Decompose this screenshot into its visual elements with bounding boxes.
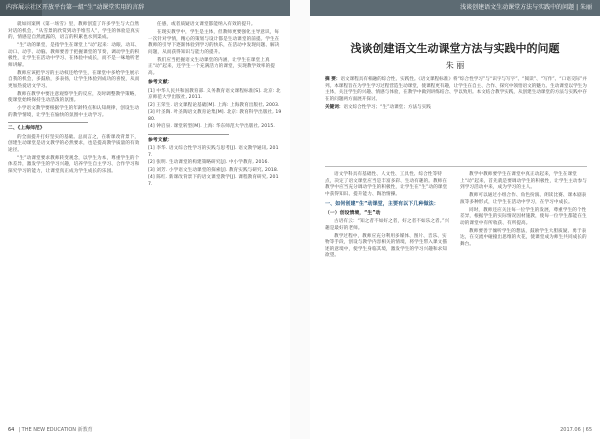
keywords-text: 语文综合性学习；“生”动课堂；方法与实践 <box>343 104 431 110</box>
paragraph: 教师可以通过小组合作、角色扮演、朗读比赛、课本剧表演等多种形式，让学生在活动中学习，在学习中成长。 <box>460 193 587 205</box>
paragraph: 古语有云：“知之者不如好之者，好之者不如乐之者。”兴趣是最好的老师。 <box>325 219 450 231</box>
section-heading: 二、《上海师范》 <box>8 126 45 131</box>
reference-item: [4] 陈红. 新课改背景下的语文课堂教学[J]. 课程教育研究, 2017. <box>148 175 279 187</box>
reference-item: [3] 叶圣陶. 叶圣陶语文教育论集[M]. 北京: 教育科学出版社, 1980. <box>148 110 282 122</box>
reference-item: [2] 王荣生. 语文课程论基础[M]. 上海: 上海教育出版社, 2003. <box>148 102 280 108</box>
header-right-bar <box>310 0 600 16</box>
paragraph: 小学语文教学要根据学生的年龄特点和认知规律，创设生动的教学情境，让学生在愉快的氛围中主动学习。 <box>8 106 140 118</box>
references-heading: 参考文献： <box>148 80 173 85</box>
divider <box>8 122 88 123</box>
header-right-text: 浅谈创建语文生动课堂方法与实践中的问题 | 朱丽 <box>460 4 592 11</box>
paragraph: 教师在教学中要注意观察学生的反应，及时调整教学策略，使课堂始终保持生动活泼的氛围。 <box>8 91 140 103</box>
reference-item: [4] 钟启泉. 课堂转型[M]. 上海: 华东师范大学出版社, 2015. <box>148 124 275 129</box>
right-footer <box>560 425 592 435</box>
paragraph: 教师应该把学习的主动权还给学生，在课堂中多给学生展示自我的机会，多鼓励，多表扬，让学生体验到成功的喜悦，从而更加热爱语文学习。 <box>8 70 140 89</box>
abstract-block <box>325 77 587 113</box>
article-title: 浅谈创建语文生动课堂方法与实践中的问题 <box>350 42 560 55</box>
reference-item: [1] 中华人民共和国教育部. 义务教育语文课程标准[S]. 北京: 北京师范大学出版社, 2011. <box>148 88 281 100</box>
right-column-1 <box>325 172 451 261</box>
paragraph: 教学中教师要学生在课堂中真正动起来，学生在课堂上“动”起来，首先就是要调动学生的积极性，让学生主动参与到学习活动中来，成为学习的主人。 <box>460 172 587 190</box>
abstract-label: 摘 要： <box>325 77 341 82</box>
reference-item: [3] 刘芳. 小学语文生动课堂的探索[J]. 教育实践与研究, 2018. <box>148 167 279 173</box>
left-column-2 <box>148 22 283 189</box>
subsection-heading: （一）创设情境，“生”动 <box>325 210 381 216</box>
divider <box>148 134 229 135</box>
paragraph: 教学过程中，教师应充分利用多媒体、图片、音乐、实物等手段，创设与教学内容相关的情境，将学生带入课文描述的意境中，使学生身临其境，激发学生的学习兴趣和求知欲望。 <box>325 233 448 258</box>
divider <box>325 166 587 167</box>
footer-text: 2017.06 | 65 <box>560 427 592 433</box>
paragraph: 教师要善于倾听学生的想法，鼓励学生大胆质疑、勇于表达，在交流中碰撞出思维的火花，使课堂成为师生共同成长的舞台。 <box>460 228 587 247</box>
paragraph: “生”动的课堂，是指学生在课堂上“动”起来：动眼、动耳、动口、动手、动脑。教师要善于把握课堂的节奏，调动学生的积极性，让学生在活动中学习、在体验中成长，而不是一味地听老师讲解。 <box>8 43 140 68</box>
abstract <box>325 77 587 103</box>
paragraph: 我们应当把握语文生动课堂的内涵，让学生在课堂上真正“动”起来，还学生一个充满活力的课堂，实现教学效率的提高。 <box>148 57 275 76</box>
keywords-label: 关键词： <box>325 104 344 110</box>
section-heading: 一、如何创建“生”动课堂，主要有以下几种做法： <box>325 201 439 207</box>
abstract-text: 语文课程具有相融的综合性、实践性。《语文课程标准》将“综合性学习”与“识字与写字”、“阅读”、“写作”、“口语交际”并列。本课程旨在为学生学习过程营造生动课堂，使课程更有趣，让学生在自主、合作、探究中领悟语文的魅力。生动课堂以学生为主体，关注学生的兴趣、情感与体验，在教学中做到讲练结合、学以致用。本文结合教学实践，从创建生动课堂的方法与实践中存在的问题两方面展开探讨。 <box>325 77 587 102</box>
paragraph: 在现实教学中，学生是主体，但教师更要强化主导意识，每一次针对学情，精心的策划与设计都是生动课堂的前提。学生在教师的引导下逐渐体验到学习的快乐，在活动中发现问题、解决问题，从而获得知识与能力的提升。 <box>148 30 280 55</box>
paragraph: 语文学科具有基础性、人文性、工具性、综合性等特点，决定了语文课堂应当是丰富多彩、生动有趣的。教师在教学中应当充分调动学生的积极性，让学生在“生”动的课堂中获得知识、提升能力、陶冶情操。 <box>325 172 448 197</box>
header-left-bar <box>0 0 290 16</box>
header-left-text: 内容展示社区开放平台第一組“生”动课堂实用的言辞 <box>6 4 145 11</box>
keywords <box>325 105 587 112</box>
page-gutter <box>290 0 310 439</box>
left-footer <box>8 425 93 435</box>
paragraph: 同时，教师还应关注每一位学生的发展，尊重学生的个性差异，根据学生的实际情况因材施教，使每一位学生都能在生动的课堂中有所收获、有所提高。 <box>460 207 587 226</box>
paragraph: 就如同案例《第一场雪》里，教师创造了许多学生与大自然对话的机会，“从雪景的欣赏到动手堆雪人”，学生的体验是真实的，情感是自然流露的，语言的积累也水到渠成。 <box>8 22 140 40</box>
paragraph: “生”动课堂要求教师转变观念，以学生为本，尊重学生的个体差异，激发学生的学习兴趣，培养学生自主学习、合作学习和探究学习的能力，让课堂真正成为学生成长的乐园。 <box>8 155 140 174</box>
article-author: 朱 丽 <box>445 61 465 70</box>
right-column-2 <box>460 172 587 250</box>
paragraph: 的全面提升打好坚实的基础。总而言之，在新课改背景下，创建生动课堂是语文教学的必然要求，也是提高教学质量的有效途径。 <box>8 134 140 153</box>
references-heading: 参考文献： <box>148 137 173 143</box>
reference-item: [2] 张明. 生动课堂的构建策略研究[J]. 中小学教育, 2016. <box>148 160 270 165</box>
left-column-1 <box>8 22 141 177</box>
page-number: 64 <box>8 427 15 433</box>
reference-item: [1] 李华. 语文综合性学习的实践与思考[J]. 语文教学通讯, 2017. <box>148 146 279 158</box>
paragraph: 任感，或者质疑语文课堂都能纳入有效的提升。 <box>157 22 256 27</box>
footer-text: | THE NEW EDUCATION 新教育 <box>18 427 93 433</box>
